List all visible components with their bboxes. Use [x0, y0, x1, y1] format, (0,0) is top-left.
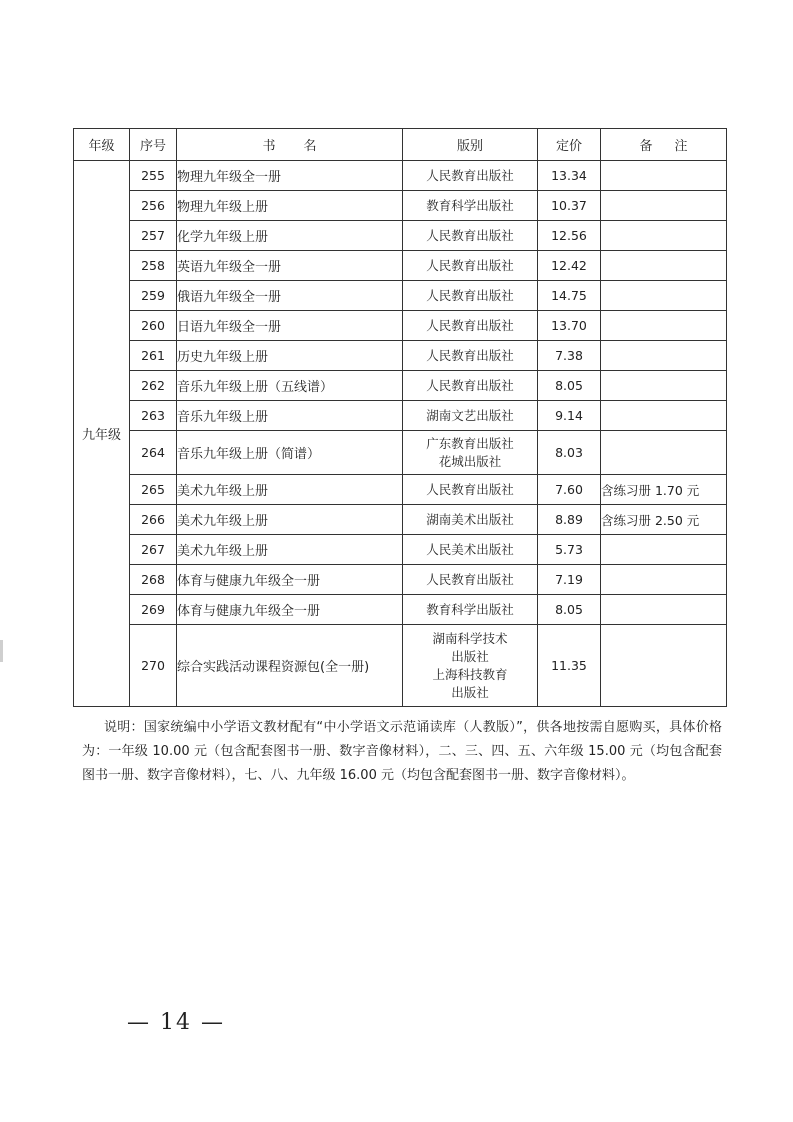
explanation-note: 说明：国家统编中小学语文教材配有“中小学语文示范诵读库（人教版）”，供各地按需自愿购买，具体价格为：一年级 10.00 元（包含配套图书一册、数字音像材料），二、三、四、五、六年级 15.00 元（均包含配套图书一册、数字音像材料），七、八、九年级 16.00 元（均包含配套图书一册、数字音像材料）。	[82, 720, 722, 783]
price-cell: 5.73	[538, 535, 601, 565]
publisher-cell	[403, 431, 538, 475]
table-row	[74, 595, 727, 625]
table-row	[74, 341, 727, 371]
publisher-line: 人民教育出版社	[426, 167, 514, 183]
title-cell: 物理九年级上册	[177, 191, 403, 221]
table-header-row	[74, 129, 727, 161]
price-cell: 8.03	[538, 431, 601, 475]
price-cell: 10.37	[538, 191, 601, 221]
seq-cell: 269	[130, 595, 177, 625]
publisher-line: 广东教育出版社	[426, 435, 514, 451]
header-title: 书名	[177, 129, 403, 161]
seq-cell: 263	[130, 401, 177, 431]
seq-cell: 266	[130, 505, 177, 535]
publisher-line: 花城出版社	[438, 453, 502, 469]
publisher-line: 人民美术出版社	[426, 541, 514, 557]
title-cell: 历史九年级上册	[177, 341, 403, 371]
seq-cell: 262	[130, 371, 177, 401]
note-cell	[601, 595, 727, 625]
table-row	[74, 625, 727, 707]
table-row	[74, 505, 727, 535]
table-row	[74, 565, 727, 595]
page-number: — 14 —	[127, 1010, 225, 1035]
title-cell: 体育与健康九年级全一册	[177, 595, 403, 625]
seq-cell: 265	[130, 475, 177, 505]
price-cell: 7.38	[538, 341, 601, 371]
table-body	[74, 161, 727, 707]
title-cell: 音乐九年级上册（简谱）	[177, 431, 403, 475]
title-cell: 音乐九年级上册（五线谱）	[177, 371, 403, 401]
publisher-line: 湖南科学技术	[432, 630, 508, 646]
price-cell: 13.70	[538, 311, 601, 341]
title-cell: 美术九年级上册	[177, 505, 403, 535]
table-row	[74, 221, 727, 251]
price-cell: 12.56	[538, 221, 601, 251]
seq-cell: 256	[130, 191, 177, 221]
publisher-cell	[403, 251, 538, 281]
publisher-line: 人民教育出版社	[426, 481, 514, 497]
price-cell: 8.05	[538, 595, 601, 625]
publisher-cell	[403, 191, 538, 221]
publisher-cell	[403, 535, 538, 565]
seq-cell: 267	[130, 535, 177, 565]
note-cell	[601, 191, 727, 221]
table-row	[74, 475, 727, 505]
note-cell	[601, 251, 727, 281]
note-cell: 含练习册 1.70 元	[601, 475, 727, 505]
table-row	[74, 281, 727, 311]
publisher-line: 教育科学出版社	[426, 197, 514, 213]
title-cell: 俄语九年级全一册	[177, 281, 403, 311]
publisher-line: 出版社	[451, 684, 489, 700]
publisher-cell	[403, 595, 538, 625]
publisher-line: 人民教育出版社	[426, 257, 514, 273]
price-cell: 13.34	[538, 161, 601, 191]
seq-cell: 260	[130, 311, 177, 341]
price-cell: 11.35	[538, 625, 601, 707]
table-row	[74, 311, 727, 341]
note-cell	[601, 565, 727, 595]
publisher-line: 人民教育出版社	[426, 287, 514, 303]
note-cell	[601, 281, 727, 311]
header-price: 定价	[538, 129, 601, 161]
publisher-line: 人民教育出版社	[426, 377, 514, 393]
note-cell	[601, 535, 727, 565]
note-cell	[601, 371, 727, 401]
price-cell: 8.05	[538, 371, 601, 401]
price-cell: 12.42	[538, 251, 601, 281]
note-cell	[601, 341, 727, 371]
header-publisher: 版别	[403, 129, 538, 161]
note-cell: 含练习册 2.50 元	[601, 505, 727, 535]
seq-cell: 257	[130, 221, 177, 251]
publisher-line: 人民教育出版社	[426, 227, 514, 243]
price-cell: 9.14	[538, 401, 601, 431]
publisher-cell	[403, 341, 538, 371]
note-cell	[601, 221, 727, 251]
title-cell: 英语九年级全一册	[177, 251, 403, 281]
title-cell: 日语九年级全一册	[177, 311, 403, 341]
title-cell: 化学九年级上册	[177, 221, 403, 251]
title-cell: 综合实践活动课程资源包(全一册)	[177, 625, 403, 707]
title-cell: 物理九年级全一册	[177, 161, 403, 191]
seq-cell: 270	[130, 625, 177, 707]
note-cell	[601, 401, 727, 431]
header-seq: 序号	[130, 129, 177, 161]
title-cell: 美术九年级上册	[177, 475, 403, 505]
publisher-cell	[403, 311, 538, 341]
table-row	[74, 431, 727, 475]
seq-cell: 259	[130, 281, 177, 311]
publisher-line: 湖南美术出版社	[426, 511, 514, 527]
publisher-cell	[403, 371, 538, 401]
header-note: 备注	[601, 129, 727, 161]
note-cell	[601, 311, 727, 341]
publisher-cell	[403, 221, 538, 251]
table-row	[74, 371, 727, 401]
publisher-cell	[403, 565, 538, 595]
note-cell	[601, 625, 727, 707]
price-cell: 14.75	[538, 281, 601, 311]
publisher-line: 人民教育出版社	[426, 317, 514, 333]
header-grade: 年级	[74, 129, 130, 161]
table-row	[74, 401, 727, 431]
note-cell	[601, 161, 727, 191]
table-row	[74, 251, 727, 281]
publisher-line: 人民教育出版社	[426, 347, 514, 363]
table-row	[74, 535, 727, 565]
publisher-line: 教育科学出版社	[426, 601, 514, 617]
publisher-line: 湖南文艺出版社	[426, 407, 514, 423]
publisher-cell	[403, 401, 538, 431]
seq-cell: 261	[130, 341, 177, 371]
title-cell: 音乐九年级上册	[177, 401, 403, 431]
textbook-price-table	[73, 128, 727, 707]
publisher-line: 上海科技教育	[432, 666, 508, 682]
grade-cell: 九年级	[74, 161, 130, 707]
seq-cell: 255	[130, 161, 177, 191]
seq-cell: 258	[130, 251, 177, 281]
publisher-line: 人民教育出版社	[426, 571, 514, 587]
publisher-cell	[403, 161, 538, 191]
scan-edge-mark	[0, 640, 3, 662]
seq-cell: 264	[130, 431, 177, 475]
table-row	[74, 161, 727, 191]
title-cell: 体育与健康九年级全一册	[177, 565, 403, 595]
publisher-cell	[403, 475, 538, 505]
title-cell: 美术九年级上册	[177, 535, 403, 565]
publisher-cell	[403, 625, 538, 707]
table-row	[74, 191, 727, 221]
publisher-cell	[403, 281, 538, 311]
publisher-line: 出版社	[451, 648, 489, 664]
publisher-cell	[403, 505, 538, 535]
price-cell: 7.19	[538, 565, 601, 595]
price-cell: 7.60	[538, 475, 601, 505]
note-cell	[601, 431, 727, 475]
seq-cell: 268	[130, 565, 177, 595]
price-cell: 8.89	[538, 505, 601, 535]
